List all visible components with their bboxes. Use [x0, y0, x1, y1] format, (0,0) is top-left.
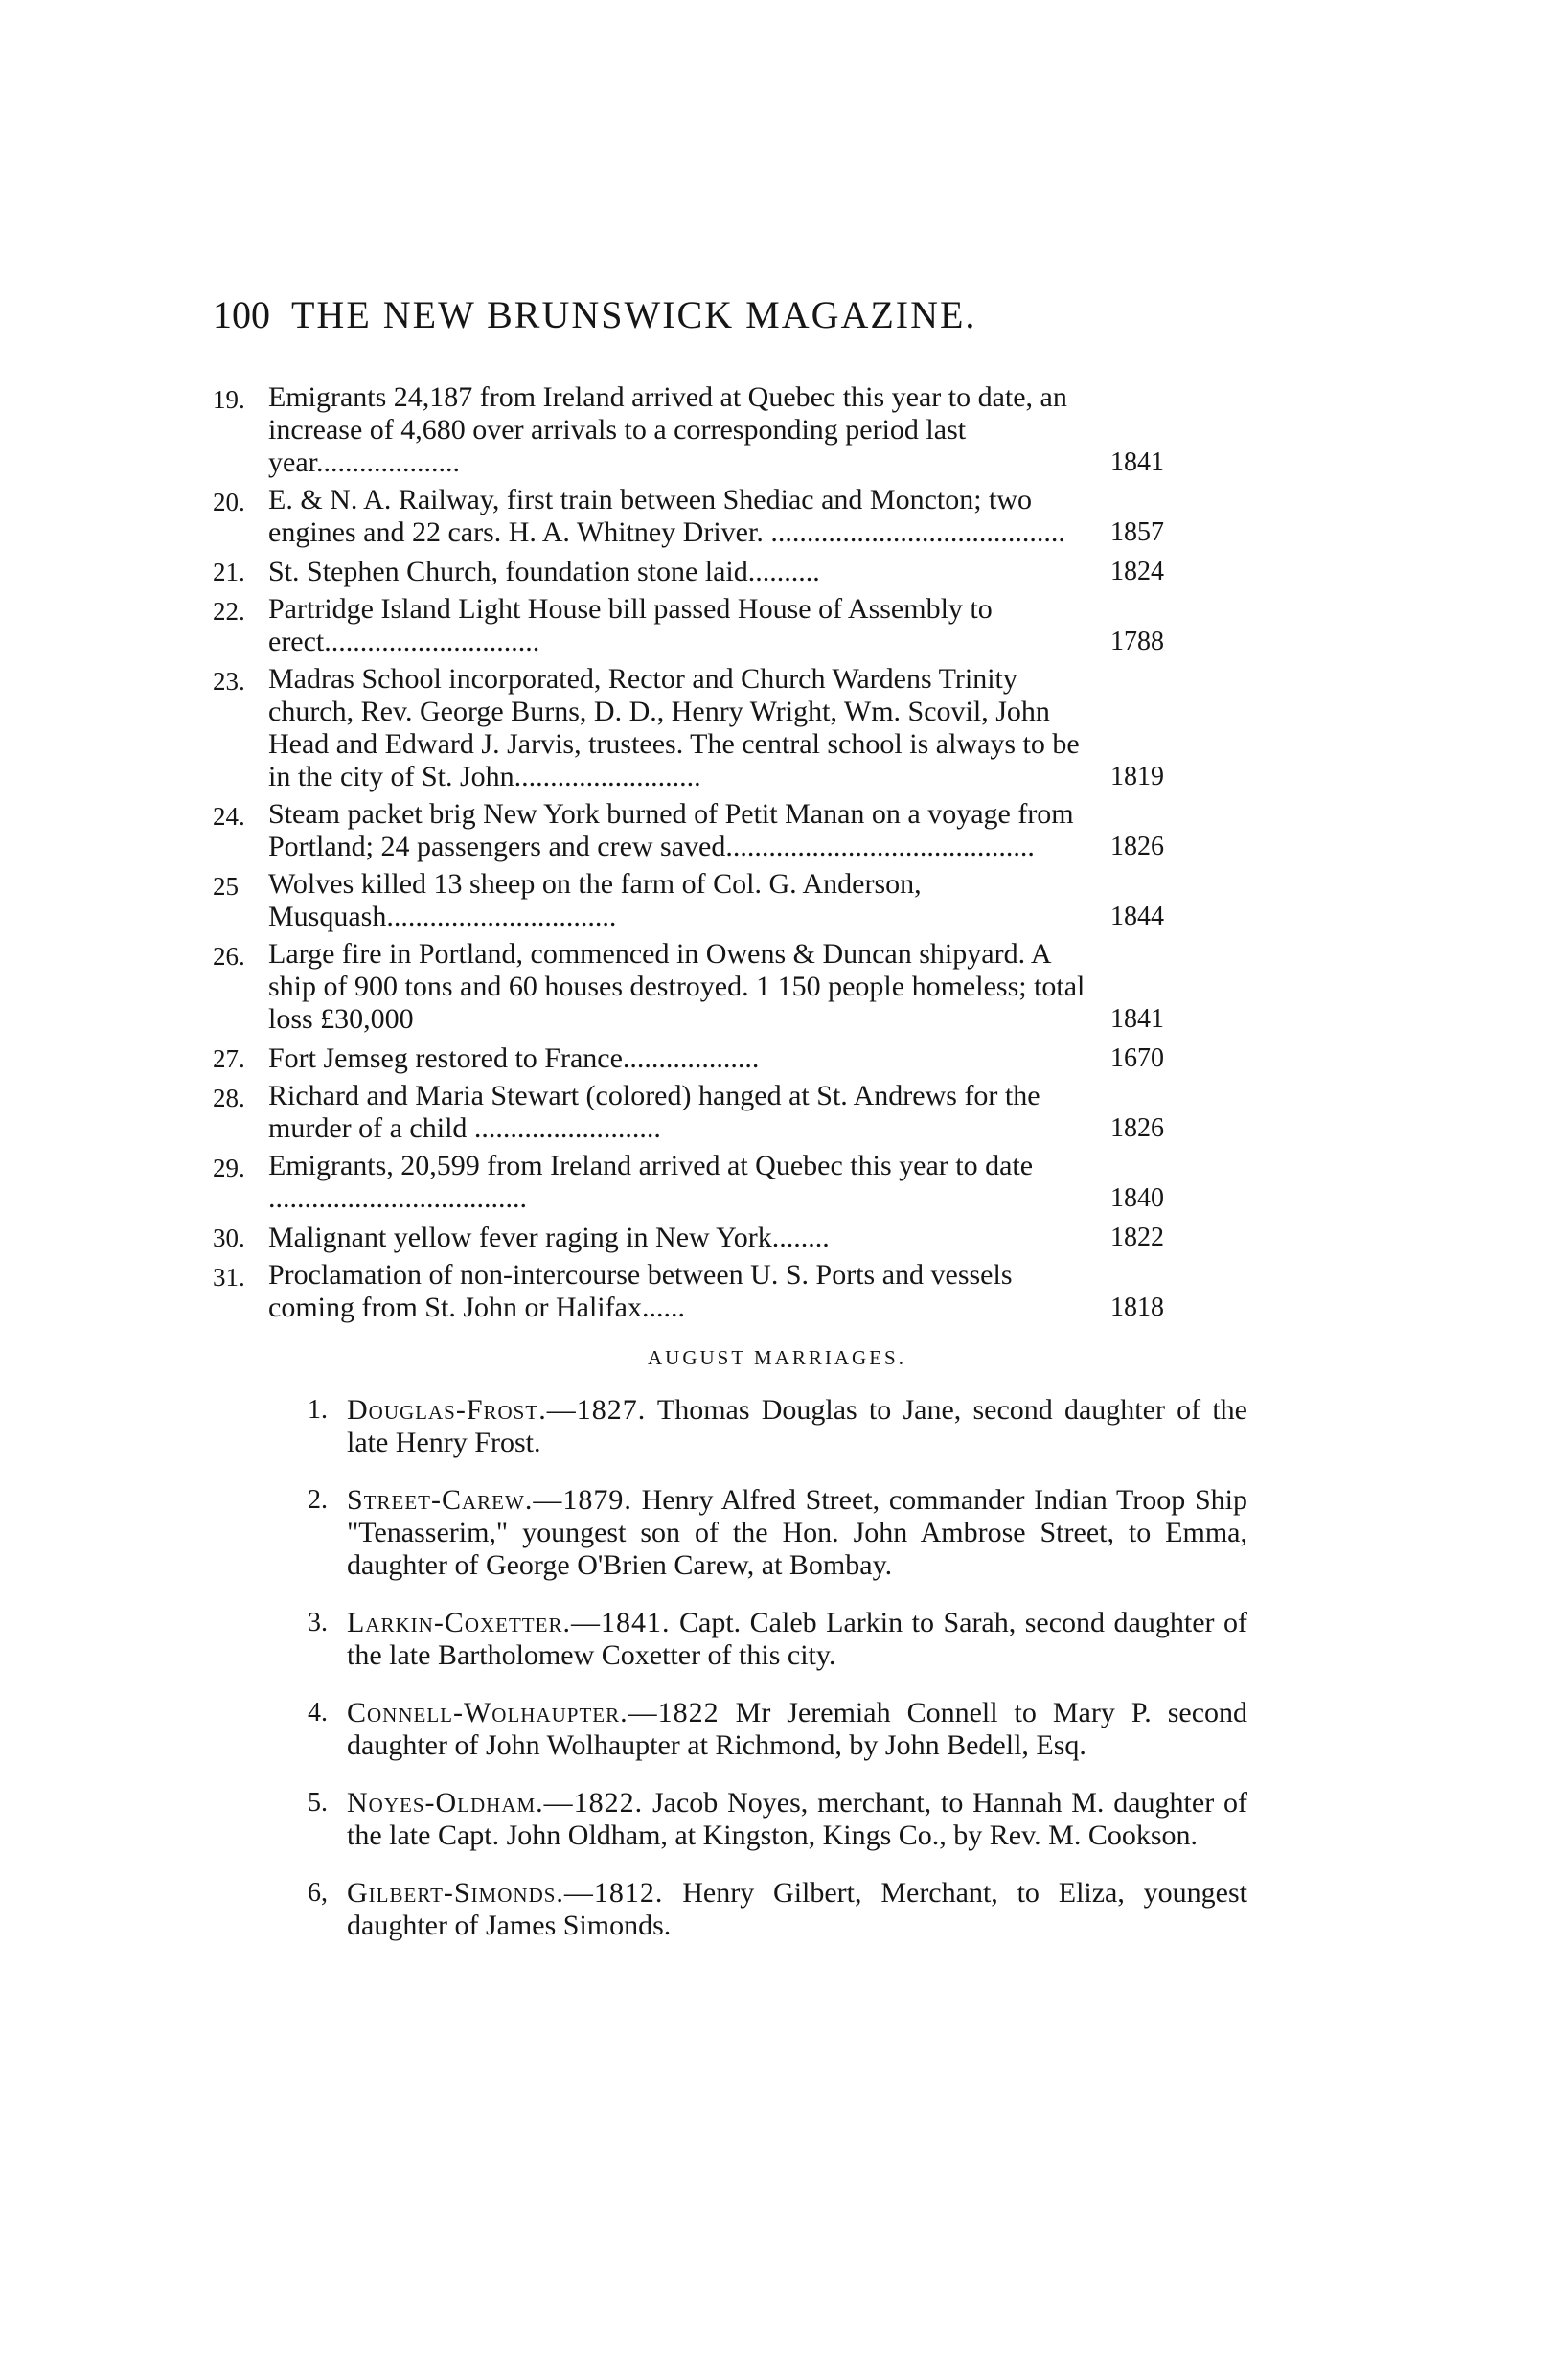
entry-day: 25 — [213, 872, 239, 901]
chronology-list — [213, 381, 1219, 1329]
marriage-names: Douglas-Frost.—1827. — [347, 1394, 647, 1426]
marriage-entry — [280, 1877, 1247, 1942]
marriage-details: Mr Jeremiah Connell to Mary P. second daughter of John Wolhaupter at Richmond, by John Bedell, Esq. — [347, 1697, 1248, 1761]
marriage-details: Henry Alfred Street, commander Indian Troop Ship "Tenasserim," youngest son of the Hon. John Ambrose Street, to Emma, daughter of George O'Brien Carew, at Bombay. — [347, 1484, 1248, 1581]
entry-day: 30. — [213, 1224, 245, 1252]
entry-text: Partridge Island Light House bill passed House of Assembly to erect.............................. — [268, 593, 993, 657]
entry-day: 31. — [213, 1263, 245, 1292]
entry-day: 21. — [213, 558, 245, 586]
marriage-entry — [280, 1607, 1247, 1672]
entry-day: 24. — [213, 802, 245, 831]
entry-year: 1788 — [1110, 627, 1164, 656]
marriage-names: Connell-Wolhaupter.—1822 — [347, 1697, 720, 1728]
chronology-entry — [213, 1259, 1219, 1324]
chronology-entry — [213, 663, 1219, 793]
marriage-names: Noyes-Oldham.—1822. — [347, 1787, 644, 1819]
entry-year: 1841 — [1110, 447, 1164, 477]
marriage-details: Jacob Noyes, merchant, to Hannah M. daughter of the late Capt. John Oldham, at Kingston, Kings Co., by Rev. M. Cookson. — [347, 1787, 1248, 1851]
entry-year: 1670 — [1110, 1043, 1164, 1073]
entry-day: 23. — [213, 667, 245, 696]
marriage-number: 1. — [308, 1395, 328, 1425]
marriage-text — [347, 1787, 1247, 1852]
marriage-text — [347, 1877, 1247, 1942]
marriage-details: Thomas Douglas to Jane, second daughter of the late Henry Frost. — [347, 1394, 1247, 1458]
entry-text: Emigrants, 20,599 from Ireland arrived at Quebec this year to date .................................... — [268, 1150, 1034, 1214]
entry-text: E. & N. A. Railway, first train between Shediac and Moncton; two engines and 22 cars. H. A. Whitney Driver. ......................................... — [268, 484, 1065, 548]
chronology-entry — [213, 593, 1219, 658]
entry-year: 1841 — [1110, 1004, 1164, 1034]
marriages-list — [280, 1394, 1247, 1967]
entry-day: 28. — [213, 1084, 245, 1112]
entry-text: Steam packet brig New York burned of Petit Manan on a voyage from Portland; 24 passengers and crew saved........................................... — [268, 798, 1074, 862]
entry-day: 22. — [213, 597, 245, 626]
entry-year: 1818 — [1110, 1293, 1164, 1322]
entry-year: 1857 — [1110, 517, 1164, 547]
entry-text: Wolves killed 13 sheep on the farm of Col. G. Anderson, Musquash................................ — [268, 868, 922, 932]
marriage-number: 3. — [308, 1608, 328, 1637]
marriage-details: Henry Gilbert, Merchant, to Eliza, youngest daughter of James Simonds. — [347, 1877, 1248, 1941]
entry-year: 1824 — [1110, 557, 1164, 586]
entry-text: Richard and Maria Stewart (colored) hanged at St. Andrews for the murder of a child .......................... — [268, 1080, 1040, 1144]
entry-day: 29. — [213, 1154, 245, 1182]
entry-year: 1844 — [1110, 902, 1164, 931]
marriage-details: Capt. Caleb Larkin to Sarah, second daughter of the late Bartholomew Coxetter of this city. — [347, 1607, 1248, 1671]
magazine-title: THE NEW BRUNSWICK MAGAZINE. — [291, 293, 977, 336]
marriage-number: 2. — [308, 1485, 328, 1515]
entry-text: Malignant yellow fever raging in New York........ — [268, 1222, 830, 1253]
marriage-entry — [280, 1697, 1247, 1762]
marriage-names: Gilbert-Simonds.—1812. — [347, 1877, 664, 1909]
entry-text: Emigrants 24,187 from Ireland arrived at Quebec this year to date, an increase of 4,680 over arrivals to a corresponding period last year.................... — [268, 381, 1067, 478]
entry-day: 19. — [213, 385, 245, 414]
entry-year: 1840 — [1110, 1183, 1164, 1213]
entry-day: 27. — [213, 1044, 245, 1073]
entry-year: 1819 — [1110, 762, 1164, 791]
marriage-number: 6, — [308, 1878, 328, 1908]
entry-year: 1826 — [1110, 832, 1164, 861]
chronology-entry — [213, 381, 1219, 479]
chronology-entry — [213, 798, 1219, 863]
marriage-text — [347, 1607, 1247, 1672]
marriage-number: 5. — [308, 1788, 328, 1818]
chronology-entry — [213, 868, 1219, 933]
page-header — [213, 292, 1171, 337]
marriage-names: Larkin-Coxetter.—1841. — [347, 1607, 671, 1638]
marriage-number: 4. — [308, 1698, 328, 1728]
entry-year: 1822 — [1110, 1223, 1164, 1252]
chronology-entry — [213, 1220, 1219, 1254]
chronology-entry — [213, 1150, 1219, 1215]
entry-text: Fort Jemseg restored to France................... — [268, 1042, 760, 1074]
chronology-entry — [213, 554, 1219, 588]
chronology-entry — [213, 1080, 1219, 1145]
marriage-entry — [280, 1394, 1247, 1459]
marriage-entry — [280, 1787, 1247, 1852]
entry-text: Large fire in Portland, commenced in Owens & Duncan shipyard. A ship of 900 tons and 60 houses destroyed. 1 150 people homeless; total loss £30,000 — [268, 938, 1086, 1035]
chronology-entry — [213, 1041, 1219, 1075]
chronology-entry — [213, 938, 1219, 1036]
entry-day: 20. — [213, 488, 245, 516]
marriage-text — [347, 1484, 1247, 1582]
entry-text: St. Stephen Church, foundation stone laid.......... — [268, 556, 820, 587]
entry-day: 26. — [213, 942, 245, 971]
page-number: 100 — [213, 293, 270, 336]
marriage-names: Street-Carew.—1879. — [347, 1484, 632, 1516]
marriage-text — [347, 1394, 1247, 1459]
entry-text: Madras School incorporated, Rector and Church Wardens Trinity church, Rev. George Burns, D. D., Henry Wright, Wm. Scovil, John Head and Edward J. Jarvis, trustees. The central school is always to be in the city of St. John.......................... — [268, 663, 1080, 792]
marriage-text — [347, 1697, 1247, 1762]
chronology-entry — [213, 484, 1219, 549]
entry-text: Proclamation of non-intercourse between U. S. Ports and vessels coming from St. John or Halifax...... — [268, 1259, 1013, 1323]
section-heading: AUGUST MARRIAGES. — [648, 1346, 906, 1369]
marriage-entry — [280, 1484, 1247, 1582]
entry-year: 1826 — [1110, 1113, 1164, 1143]
